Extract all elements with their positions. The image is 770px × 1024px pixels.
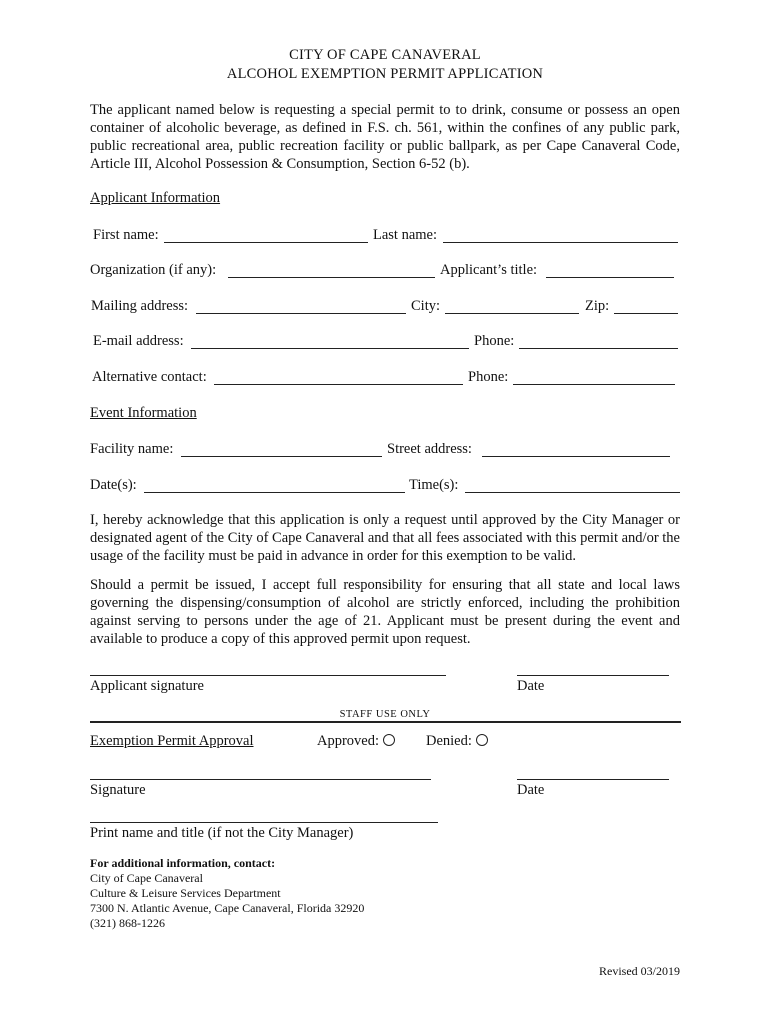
staff-divider: [90, 721, 681, 723]
last-name-label: Last name:: [373, 227, 438, 243]
contact-heading: For additional information, contact:: [90, 856, 276, 870]
phone-field[interactable]: [519, 348, 678, 349]
dates-field[interactable]: [144, 492, 405, 493]
alt-contact-field[interactable]: [214, 384, 463, 385]
last-name-field[interactable]: [443, 242, 678, 243]
print-name-label: Print name and title (if not the City Manager): [90, 825, 354, 841]
street-address-label: Street address:: [387, 441, 472, 457]
alt-contact-label: Alternative contact:: [92, 369, 207, 385]
facility-name-label: Facility name:: [90, 441, 174, 457]
staff-signature-field[interactable]: [90, 779, 431, 780]
phone-label: Phone:: [474, 333, 515, 349]
responsibility-paragraph: Should a permit be issued, I accept full responsibility for ensuring that all state and local laws governing the dispensing/consumption of alcohol are strictly enforced, including the prohibition against serving to persons under the age of 21. Applicant must be present during the event and available to produce a copy of this approved permit upon request.: [90, 577, 680, 647]
city-label: City:: [411, 298, 441, 314]
applicant-date-field[interactable]: [517, 675, 669, 676]
approved-radio[interactable]: [383, 734, 395, 746]
approval-heading: Exemption Permit Approval: [90, 733, 254, 749]
facility-name-field[interactable]: [181, 456, 382, 457]
denied-radio[interactable]: [476, 734, 488, 746]
approved-option[interactable]: [317, 733, 395, 750]
staff-date-field[interactable]: [517, 779, 669, 780]
applicant-section-heading: Applicant Information: [90, 190, 221, 206]
form-title-city: CITY OF CAPE CANAVERAL: [289, 47, 481, 63]
organization-label: Organization (if any):: [90, 262, 217, 278]
first-name-label: First name:: [93, 227, 159, 243]
denied-option[interactable]: [426, 733, 488, 750]
applicant-date-label: Date: [517, 678, 545, 694]
staff-use-label: STAFF USE ONLY: [339, 709, 431, 720]
applicant-title-label: Applicant’s title:: [440, 262, 538, 278]
email-label: E-mail address:: [93, 333, 184, 349]
approved-label: Approved:: [317, 733, 380, 749]
contact-line-2: Culture & Leisure Services Department: [90, 886, 281, 900]
acknowledgement-paragraph: I, hereby acknowledge that this application is only a request until approved by the City Manager or designated agent of the City of Cape Canaveral and that all fees associated with this permit and/or the usage of the facility must be paid in advance in order for this exemption to be valid.: [90, 512, 680, 564]
first-name-field[interactable]: [164, 242, 368, 243]
zip-field[interactable]: [614, 313, 678, 314]
revised-date: Revised 03/2019: [599, 964, 680, 978]
staff-date-label: Date: [517, 782, 545, 798]
email-field[interactable]: [191, 348, 469, 349]
times-label: Time(s):: [409, 477, 459, 493]
city-field[interactable]: [445, 313, 579, 314]
mailing-address-field[interactable]: [196, 313, 406, 314]
form-title: ALCOHOL EXEMPTION PERMIT APPLICATION: [226, 66, 544, 82]
applicant-title-field[interactable]: [546, 277, 674, 278]
street-address-field[interactable]: [482, 456, 670, 457]
organization-field[interactable]: [228, 277, 435, 278]
contact-line-1: City of Cape Canaveral: [90, 871, 203, 885]
contact-line-3: 7300 N. Atlantic Avenue, Cape Canaveral, Florida 32920: [90, 901, 365, 915]
denied-label: Denied:: [426, 733, 472, 749]
intro-paragraph: The applicant named below is requesting a special permit to to drink, consume or possess an open container of alcoholic beverage, as defined in F.S. ch. 561, within the confines of any public park, public recreational area, public recreation facility or public ballpark, as per Cape Canaveral Code, Article III, Alcohol Possession & Consumption, Section 6-52 (b).: [90, 102, 680, 172]
zip-label: Zip:: [585, 298, 610, 314]
applicant-signature-label: Applicant signature: [90, 678, 204, 694]
applicant-signature-field[interactable]: [90, 675, 446, 676]
contact-phone: (321) 868-1226: [90, 916, 165, 930]
times-field[interactable]: [465, 492, 680, 493]
alt-phone-label: Phone:: [468, 369, 509, 385]
mailing-address-label: Mailing address:: [91, 298, 189, 314]
print-name-field[interactable]: [90, 822, 438, 823]
dates-label: Date(s):: [90, 477, 137, 493]
event-section-heading: Event Information: [90, 405, 197, 421]
staff-signature-label: Signature: [90, 782, 146, 798]
alt-phone-field[interactable]: [513, 384, 675, 385]
